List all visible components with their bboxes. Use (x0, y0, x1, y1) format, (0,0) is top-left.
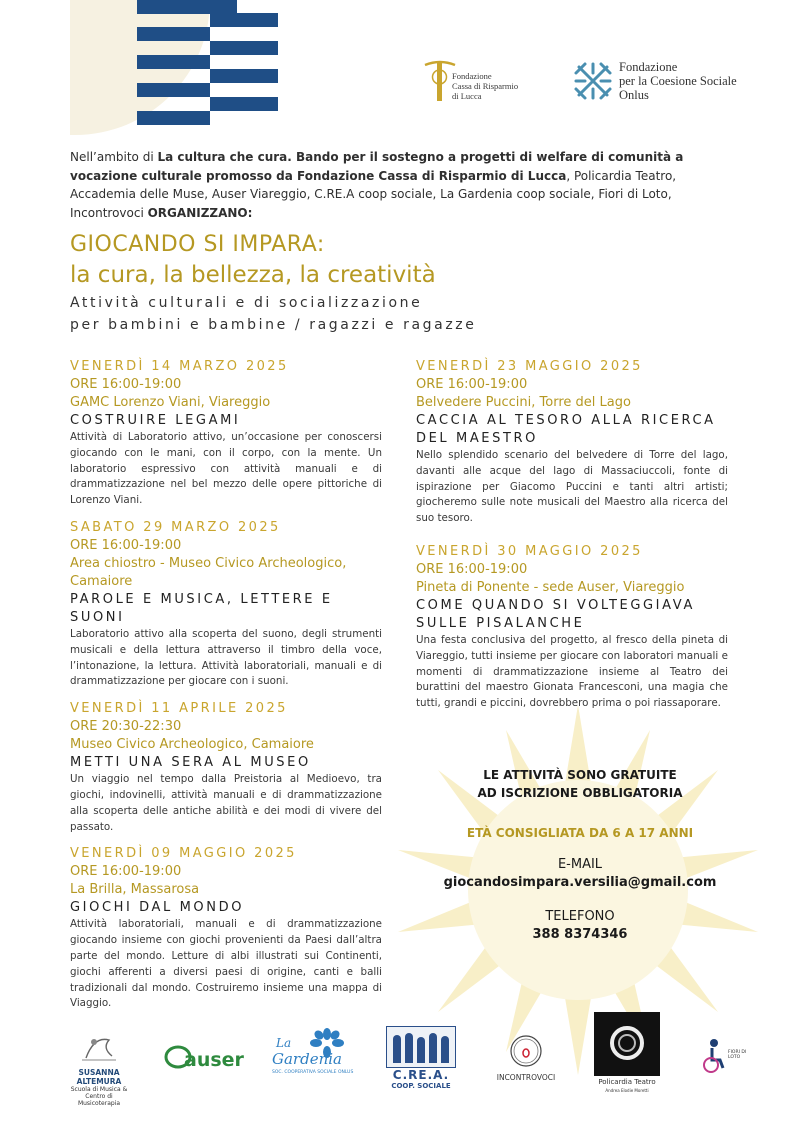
event-title: COME QUANDO SI VOLTEGGIAVA SULLE PISALANCHE (416, 597, 695, 631)
logo2-line3: Onlus (619, 88, 649, 102)
event-date: VENERDÌ 14 MARZO 2025 (70, 359, 289, 374)
event-date: VENERDÌ 23 MAGGIO 2025 (416, 359, 643, 374)
event-desc: Un viaggio nel tempo dalla Preistoria al Medioevo, tra giochi, indovinelli, attività manuali e di drammatizzazione alla scoperta delle antiche abilità e dei modi di vivere del passato. (70, 773, 382, 833)
tagline-2: per bambini e bambine / ragazzi e ragazze (70, 317, 477, 333)
event-title: GIOCHI DAL MONDO (70, 900, 245, 916)
gardenia-la: La (276, 1036, 292, 1050)
intro-text-1: Nell’ambito di (70, 150, 158, 164)
event-desc: Attività di Laboratorio attivo, un’occasione per conoscersi giocando con le mani, con il corpo, con la mente. Un laboratorio espressivo con attività manuali e di drammatizzazione nel bel mezzo delle opere pittoriche di Lorenzo Viani. (70, 431, 382, 507)
event-card (70, 845, 382, 1012)
policardia-swirl-icon (594, 1012, 660, 1076)
event-time: ORE 16:00-19:00 (416, 377, 528, 392)
event-date: VENERDÌ 11 APRILE 2025 (70, 701, 288, 717)
event-date: VENERDÌ 09 MAGGIO 2025 (70, 846, 297, 862)
logo1-line2: Cassa di Risparmio (452, 81, 519, 91)
main-subtitle: la cura, la bellezza, la creatività (70, 262, 436, 288)
gardenia-name: Gardenia (272, 1050, 342, 1068)
wheelchair-icon (700, 1038, 728, 1074)
event-place: Belvedere Puccini, Torre del Lago (416, 395, 631, 410)
altemura-sub1: Scuola di Musica & (70, 1086, 128, 1093)
weave-icon (573, 61, 613, 101)
crea-figures-icon (386, 1026, 456, 1068)
event-desc: Una festa conclusiva del progetto, al fresco della pineta di Viareggio, tutti insieme per giocare con laboratori manuali e momenti di drammatizzazione insieme al Teatro dei burattini del maestro Gionata Francesconi, una magia che tutti, grandi e piccini, dovrebbero prima o poi riassaporare. (416, 633, 728, 710)
crea-logo (386, 1026, 456, 1090)
event-desc: Nello splendido scenario del belvedere di Torre del lago, davanti alle acque del lago di Massaciuccoli, fonte di ispirazione per Giacomo Puccini e tanti altri artisti; giocheremo sulle note musicali del Maestro alla ricerca del suo tesoro. (416, 449, 728, 525)
fiori-di-loto-logo (700, 1038, 750, 1078)
info-free-1: LE ATTIVITÀ SONO GRATUITE (483, 768, 677, 782)
event-date: VENERDÌ 30 MAGGIO 2025 (416, 543, 643, 559)
event-card (70, 519, 382, 690)
info-free-2: AD ISCRIZIONE OBBLIGATORIA (477, 786, 683, 800)
logo2-line1: Fondazione (619, 60, 678, 74)
events-right-column (416, 358, 728, 722)
intro-bold-1: La cultura che cura. Bando per il sostegno a progetti di welfare di comunità a vocazione culturale promosso da Fondazione Cassa di Risparmio di Lucca (70, 150, 684, 183)
altemura-logo (64, 1030, 134, 1107)
event-date: SABATO 29 MARZO 2025 (70, 519, 281, 535)
info-phone[interactable]: 388 8374346 (532, 927, 628, 942)
event-title: CACCIA AL TESORO ALLA RICERCA DEL MAESTRO (416, 413, 716, 446)
intro-text-2: , Policardia Teatro, Accademia delle Muse, Auser Viareggio, C.RE.A coop sociale, La Gardenia coop sociale, Fiori di Loto, Incontrovoci (70, 168, 677, 220)
crea-name: C.RE.A. (392, 1068, 450, 1082)
event-desc: Laboratorio attivo alla scoperta del suono, degli strumenti musicali e della lettura attraverso il timbro della voce, l’intonazione, la lettura. Attività laboratoriali, manuali e di drammatizzazione per giocare con i suoni. (70, 627, 382, 688)
event-place: Pineta di Ponente - sede Auser, Viareggio (416, 579, 685, 595)
event-time: ORE 16:00-19:00 (416, 561, 528, 577)
fondazione-crl-logo (422, 55, 552, 105)
info-phone-label: TELEFONO (545, 909, 615, 924)
event-card (70, 700, 382, 835)
event-title: METTI UNA SERA AL MUSEO (70, 755, 311, 771)
tagline-1: Attività culturali e di socializzazione (70, 295, 423, 311)
info-email-label: E-MAIL (557, 857, 603, 872)
event-place: La Brilla, Massarosa (70, 882, 200, 898)
auser-logo (164, 1043, 244, 1073)
event-time: ORE 20:30-22:30 (70, 719, 182, 735)
event-title: PAROLE E MUSICA, LETTERE E SUONI (70, 591, 333, 625)
events-left-column (70, 358, 382, 1022)
policardia-text: Policardia Teatro (598, 1078, 656, 1086)
event-time: ORE 16:00-19:00 (70, 537, 182, 553)
event-desc: Attività laboratoriali, manuali e di drammatizzazione giocando insieme con giochi provenienti da Paesi dall’altra parte del mondo. Letture di albi illustrati sui Continenti, giochi afferenti a diversi paesi di origine, canti e balli tradizionali dal mondo. Costruiremo insieme una mappa di Viaggio. (70, 918, 382, 1010)
logo2-line2: per la Coesione Sociale (619, 74, 737, 88)
policardia-by: Andrea Elodie Moretti (605, 1088, 649, 1093)
event-place: Area chiostro - Museo Civico Archeologico, Camaiore (70, 555, 347, 589)
event-place: GAMC Lorenzo Viani, Viareggio (70, 395, 271, 410)
fiori-text: FIORI DI LOTO (728, 1050, 747, 1060)
logo1-line3: di Lucca (452, 91, 482, 101)
face-circle-icon (494, 1033, 558, 1069)
event-card (416, 543, 728, 712)
main-title: GIOCANDO SI IMPARA: (70, 232, 325, 257)
incontrovoci-text: INCONTROVOCI (496, 1073, 556, 1082)
altemura-sub2: Centro di Musicoterapia (77, 1093, 121, 1107)
auser-text: auser (184, 1049, 244, 1071)
event-place: Museo Civico Archeologico, Camaiore (70, 737, 314, 753)
info-age: ETÀ CONSIGLIATA DA 6 A 17 ANNI (466, 826, 694, 840)
altemura-name: SUSANNA ALTEMURA (76, 1068, 122, 1086)
logo1-line1: Fondazione (452, 71, 492, 81)
crea-sub: COOP. SOCIALE (391, 1082, 451, 1090)
intro-paragraph (70, 148, 730, 222)
incontrovoci-logo (494, 1033, 558, 1082)
gardenia-sub: SOC. COOPERATIVA SOCIALE ONLUS (272, 1070, 354, 1075)
info-email[interactable]: giocandosimpara.versilia@gmail.com (443, 875, 717, 890)
starburst-decoration (388, 700, 768, 1080)
event-card (416, 358, 728, 527)
event-time: ORE 16:00-19:00 (70, 377, 182, 392)
event-card (70, 358, 382, 509)
event-time: ORE 16:00-19:00 (70, 864, 182, 880)
music-note-icon (64, 1030, 134, 1064)
policardia-logo (594, 1012, 660, 1093)
event-title: COSTRUIRE LEGAMI (70, 413, 241, 428)
fondazione-coesione-logo (573, 60, 763, 104)
intro-organizzano: ORGANIZZANO: (147, 205, 253, 220)
